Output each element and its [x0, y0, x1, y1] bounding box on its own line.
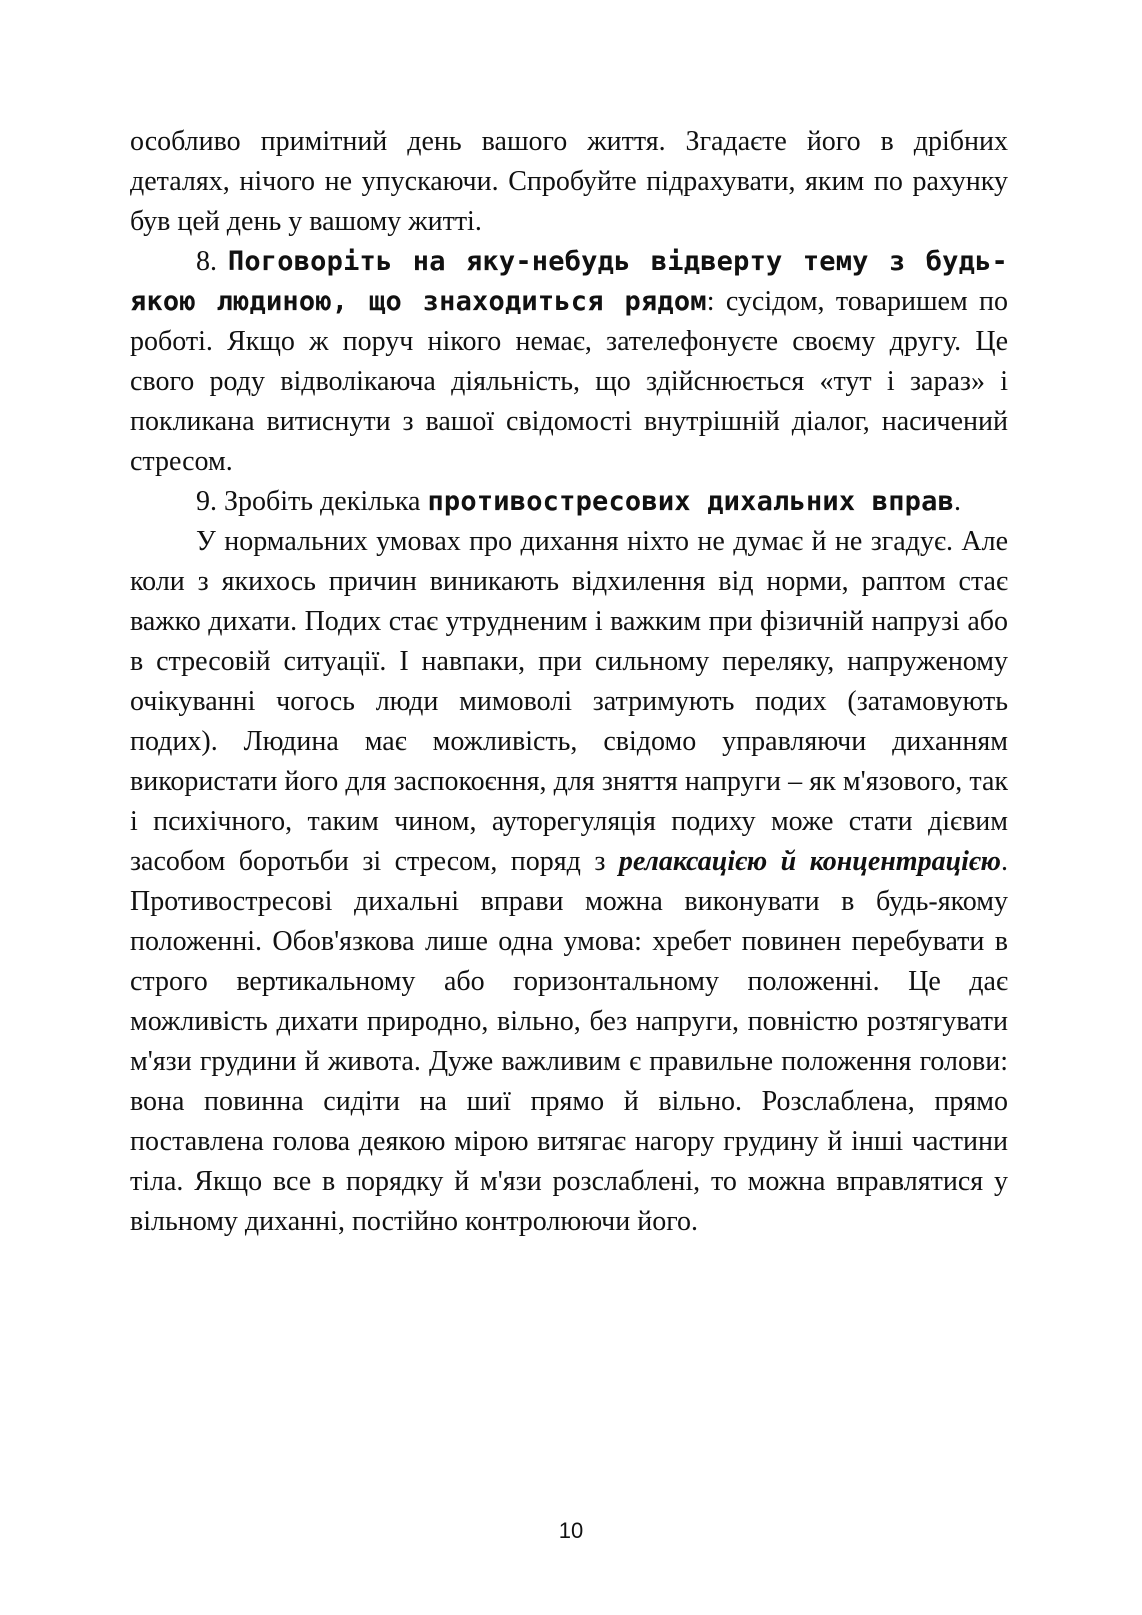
- item-number: 8.: [196, 246, 228, 277]
- paragraph-item-9: [130, 482, 1008, 522]
- paragraph-item-8: [130, 242, 1008, 482]
- page-number: 10: [558, 1518, 584, 1543]
- bold-heading: Поговоріть на яку-небудь відверту тему з будь-якою людиною, що знаходиться рядом: [130, 246, 1009, 317]
- paragraph-continuation: особливо примітний день вашого життя. Згадаєте його в дрібних деталях, нічого не упускаючи. Спробуйте підрахувати, яким по рахунку був цей день у вашому житті.: [130, 126, 1008, 237]
- page-body: [130, 122, 1008, 1242]
- paragraph-breathing: [130, 522, 1008, 1242]
- emphasis-text: релаксацією й концентрацією: [618, 846, 1001, 877]
- paragraph-text: У нормальних умовах про дихання ніхто не думає й не згадує. Але коли з якихось причин виникають відхилення від норми, раптом стає важко дихати. Подих стає утрудненим і важким при фізичній напрузі або в стресовій ситуації. І навпаки, при сильному переляку, напруженому очікуванні чогось люди мимоволі затримують подих (затамовують подих). Людина має можливість, свідомо управляючи диханням використати його для заспокоєння, для зняття напруги – як м'язового, так і психічного, таким чином, ауторегуляція подиху може стати дієвим засобом боротьби зі стресом, поряд з: [130, 526, 1008, 877]
- paragraph-text: : сусідом, товаришем по роботі. Якщо ж поруч нікого немає, зателефонуєте своєму другу. Це свого роду відволікаюча діяльність, що здійснюється «тут і зараз» і покликана витиснути з вашої свідомості внутрішній діалог, насичений стресом.: [130, 286, 1008, 477]
- paragraph-end: .: [954, 486, 962, 517]
- paragraph-text: Зробіть декілька: [224, 486, 428, 517]
- item-number: 9.: [196, 486, 224, 517]
- paragraph-text: . Противостресові дихальні вправи можна виконувати в будь-якому положенні. Обов'язкова лише одна умова: хребет повинен перебувати в строго вертикальному або горизонтальному положенні. Це дає можливість дихати природно, вільно, без напруги, повністю розтягувати м'язи грудини й живота. Дуже важливим є правильне положення голови: вона повинна сидіти на шиї прямо й вільно. Розслаблена, прямо поставлена голова деякою мірою витягає нагору грудину й інші частини тіла. Якщо все в порядку й м'язи розслаблені, то можна вправлятися у вільному диханні, постійно контролюючи його.: [130, 846, 1008, 1237]
- bold-heading: противостресових дихальних вправ: [427, 486, 955, 517]
